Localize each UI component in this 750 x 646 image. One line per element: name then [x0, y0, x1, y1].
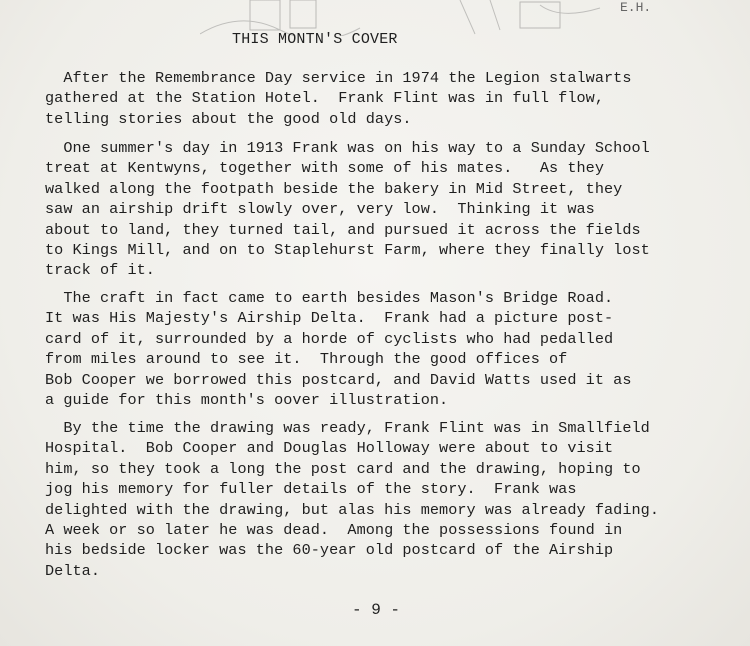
paragraph-1 [45, 68, 725, 129]
text-line: gathered at the Station Hotel. Frank Flint was in full flow, [45, 89, 605, 108]
text-line: track of it. [45, 261, 155, 280]
text-line: Bob Cooper we borrowed this postcard, and David Watts used it as [45, 370, 632, 389]
text-line: a guide for this month's oover illustration. [45, 391, 449, 410]
text-line: By the time the drawing was ready, Frank Flint was in Smallfield [45, 419, 650, 437]
text-line: Hospital. Bob Cooper and Douglas Holloway were about to visit [45, 439, 614, 458]
text-line: Delta. [45, 561, 100, 580]
text-line: telling stories about the good old days. [45, 109, 412, 128]
text-line: The craft in fact came to earth besides Mason's Bridge Road. [45, 289, 614, 307]
text-line: After the Remembrance Day service in 1974 the Legion stalwarts [45, 69, 632, 87]
text-line: him, so they took a long the post card and the drawing, hoping to [45, 459, 641, 478]
text-line: to Kings Mill, and on to Staplehurst Farm, where they finally lost [45, 241, 650, 260]
paragraph-3 [45, 288, 725, 410]
text-line: from miles around to see it. Through the good offices of [45, 350, 568, 369]
text-line: jog his memory for fuller details of the story. Frank was [45, 480, 577, 499]
text-line: It was His Majesty's Airship Delta. Frank had a picture post- [45, 309, 614, 328]
text-line: saw an airship drift slowly over, very low. Thinking it was [45, 200, 595, 219]
text-line: delighted with the drawing, but alas his memory was already fading. [45, 500, 659, 519]
corner-mark: E.H. [620, 0, 652, 15]
page-title: THIS MONTN'S COVER [232, 31, 398, 48]
text-line: One summer's day in 1913 Frank was on his way to a Sunday School [45, 139, 650, 157]
page-number: - 9 - [352, 601, 401, 619]
text-line: walked along the footpath beside the bakery in Mid Street, they [45, 179, 623, 198]
text-line: A week or so later he was dead. Among the possessions found in [45, 521, 623, 540]
paragraph-2 [45, 138, 725, 281]
text-line: treat at Kentwyns, together with some of his mates. As they [45, 159, 605, 178]
text-line: his bedside locker was the 60-year old postcard of the Airship [45, 541, 614, 560]
text-line: about to land, they turned tail, and pursued it across the fields [45, 220, 641, 239]
text-line: card of it, surrounded by a horde of cyclists who had pedalled [45, 329, 614, 348]
paragraph-4 [45, 418, 725, 581]
